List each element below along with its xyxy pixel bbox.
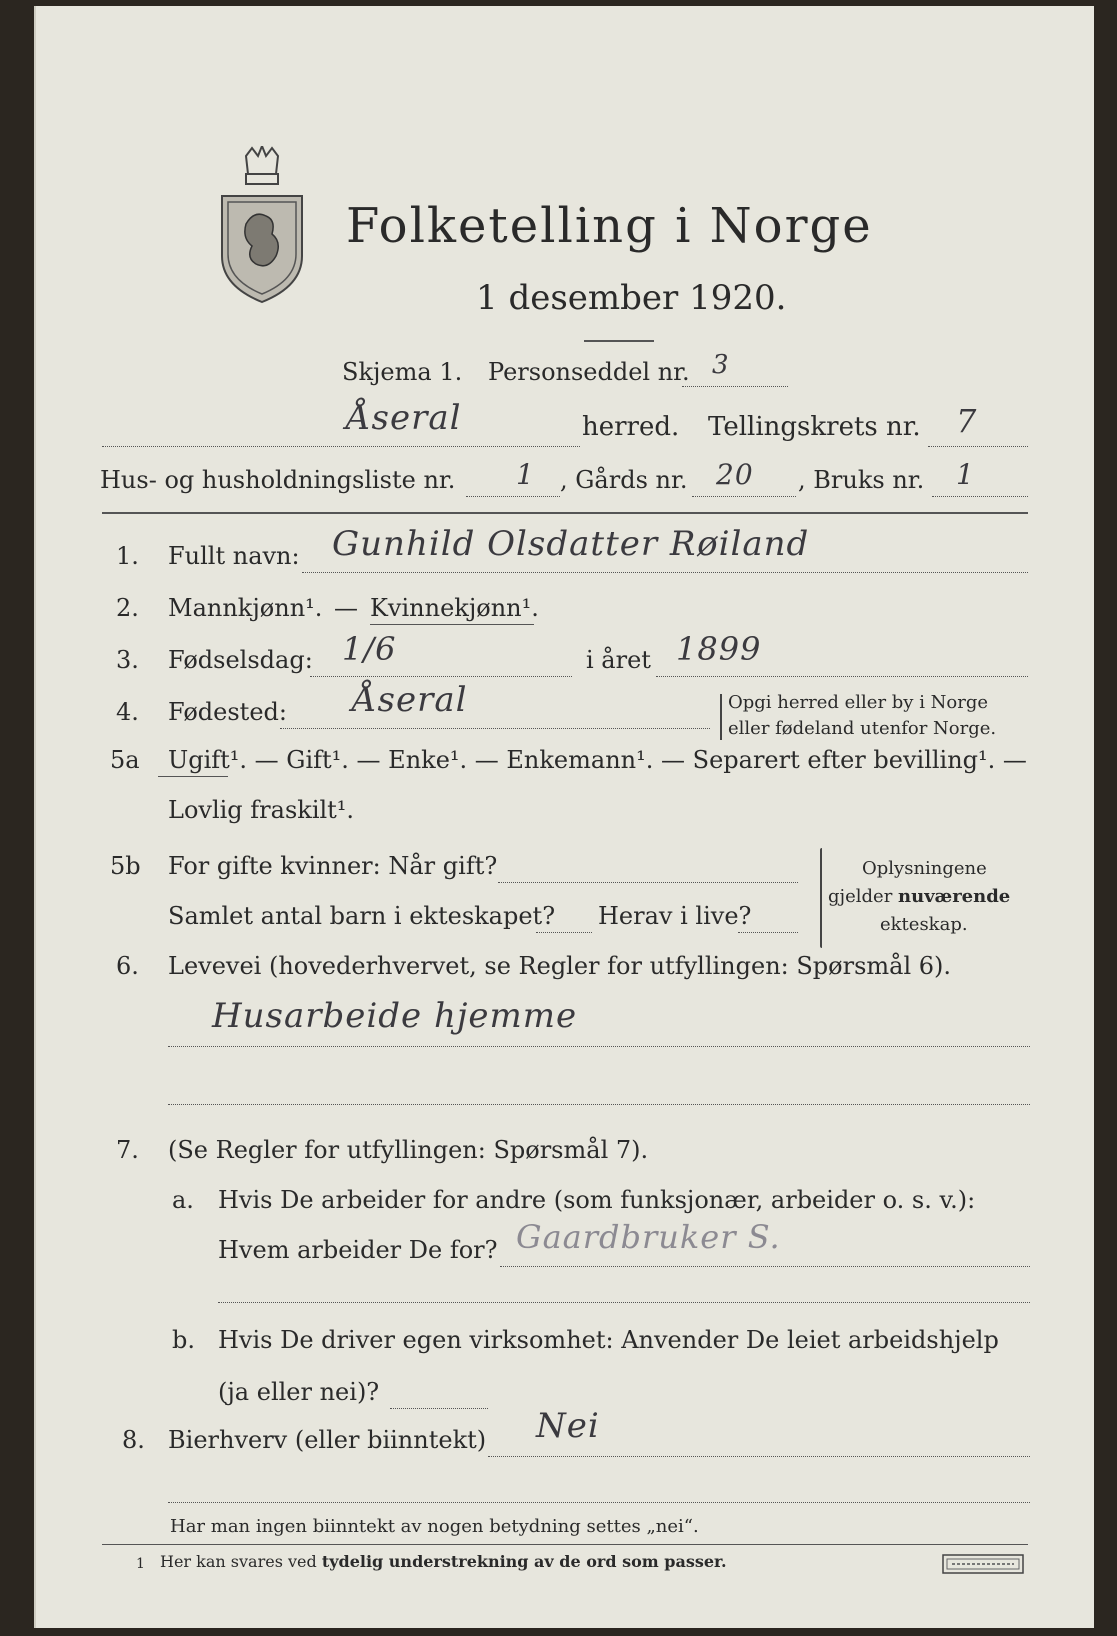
q1-number: 1. [116,542,139,570]
herred-value: Åseral [346,398,462,438]
q8-number: 8. [122,1426,145,1454]
footnote-number: 1 [136,1556,145,1572]
birth-year-fill-line [656,676,1028,677]
male-option: Mannkjønn¹. [168,594,323,622]
q4-number: 4. [116,698,139,726]
q5b-married-label: For gifte kvinner: Når gift? [168,852,498,880]
q6-fill-line-1 [168,1046,1030,1047]
personseddel-fill-line [682,386,788,387]
q5b-note-line2a: gjelder [828,886,899,907]
q6-number: 6. [116,952,139,980]
ugift-underline [158,776,228,777]
census-form-sheet [34,6,1094,1628]
q2-separator: — [334,594,358,622]
q5b-note-line3: ekteskap. [880,914,968,935]
q4-label: Fødested: [168,698,287,726]
bruks-label: , Bruks nr. [798,466,925,494]
footnote-text-b: tydelig understrekning av de ord som passer. [321,1552,727,1571]
q2-number: 2. [116,594,139,622]
q1-label: Fullt navn: [168,542,300,570]
footnote-text [160,1552,727,1571]
printer-stamp-icon [942,1554,1024,1574]
q5b-children-label: Samlet antal barn i ekteskapet? [168,902,556,930]
q4-note-line1: Opgi herred eller by i Norge [728,692,989,713]
personseddel-value: 3 [712,350,730,380]
schema-label: Skjema 1. [342,358,463,386]
q5b-children-fill-line [536,932,592,933]
herred-fill-line [102,446,580,447]
q7-number: 7. [116,1136,139,1164]
q7b-line2: (ja eller nei)? [218,1378,380,1406]
q6-label: Levevei (hovederhvervet, se Regler for utfyllingen: Spørsmål 6). [168,952,952,980]
q8-fill-line-2 [168,1502,1030,1503]
marital-status-options: Ugift¹. — Gift¹. — Enke¹. — Enkemann¹. — Separert efter bevilling¹. — [168,746,1027,774]
q4-note-brace [720,694,722,740]
gards-label: , Gårds nr. [560,466,688,494]
footnote-text-a: Her kan svares ved [160,1552,322,1571]
q3-number: 3. [116,646,139,674]
form-title: Folketelling i Norge [346,198,873,254]
q8-fill-line [488,1456,1030,1457]
q5b-number: 5b [110,852,141,880]
title-rule [584,340,654,342]
tellingskrets-fill-line [928,446,1028,447]
census-date: 1 desember 1920. [476,278,787,318]
gards-fill-line [692,496,796,497]
q5b-note-brace [820,848,822,948]
husholdningsliste-label: Hus- og husholdningsliste nr. [100,466,456,494]
q4-fill-line [280,728,710,729]
q3-fill-line [310,676,572,677]
occupation-value: Husarbeide hjemme [212,996,578,1036]
q5a-number: 5a [110,746,140,774]
q5b-note-line1: Oplysningene [862,858,987,879]
q5b-married-fill-line [498,882,798,883]
herred-label: herred. [582,412,680,442]
female-underline [370,624,534,625]
header-divider [102,512,1028,514]
personseddel-label: Personseddel nr. [488,358,690,386]
birthplace-value: Åseral [352,680,468,720]
q7b-line1: Hvis De driver egen virksomhet: Anvender De leiet arbeidshjelp [218,1326,999,1354]
q8-label: Bierhverv (eller biinntekt) [168,1426,487,1454]
q5b-alive-label: Herav i live? [598,902,752,930]
marital-status-divorced: Lovlig fraskilt¹. [168,796,355,824]
q5b-alive-fill-line [738,932,798,933]
q6-fill-line-2 [168,1104,1030,1105]
q7a-line1: Hvis De arbeider for andre (som funksjonær, arbeider o. s. v.): [218,1186,976,1214]
bruks-fill-line [932,496,1028,497]
husholdningsliste-fill-line [466,496,560,497]
q1-fill-line [302,572,1028,573]
side-income-value: Nei [536,1406,600,1446]
q7a-fill-line [500,1266,1030,1267]
side-income-note: Har man ingen biinntekt av nogen betydning settes „nei“. [170,1516,699,1537]
bruks-value: 1 [956,458,975,491]
q7a-employer-label: Hvem arbeider De for? [218,1236,498,1264]
employer-value: Gaardbruker S. [516,1218,781,1256]
tellingskrets-value: 7 [956,402,978,440]
q7a-number: a. [172,1186,194,1214]
q7a-fill-line-2 [218,1302,1030,1303]
footer-divider [102,1544,1028,1545]
husholdningsliste-value: 1 [516,458,535,491]
coat-of-arms-icon [216,146,308,306]
birth-year-label: i året [586,646,651,674]
q5b-note-line2b: nuværende [898,886,1011,907]
birthday-value: 1/6 [342,630,397,668]
tellingskrets-label: Tellingskrets nr. [708,412,921,442]
full-name-value: Gunhild Olsdatter Røiland [332,524,810,564]
q7b-number: b. [172,1326,195,1354]
q3-label: Fødselsdag: [168,646,313,674]
birth-year-value: 1899 [676,630,762,668]
gards-value: 20 [716,458,754,491]
female-option: Kvinnekjønn¹. [370,594,539,622]
q4-note-line2: eller fødeland utenfor Norge. [728,718,997,739]
q7-label: (Se Regler for utfyllingen: Spørsmål 7). [168,1136,649,1164]
q5b-note-line2 [828,886,1010,907]
q7b-fill-line [390,1408,488,1409]
